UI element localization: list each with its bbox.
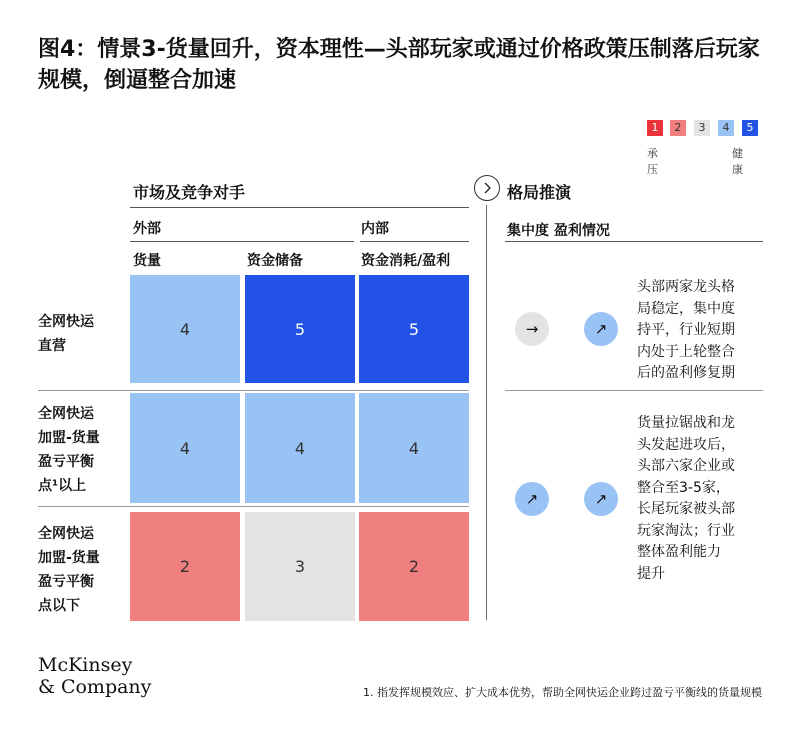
market-heading-rule [130,207,469,208]
row-description: 货量拉锯战和龙 头发起进攻后， 头部六家企业或 整合至3-5家， 长尾玩家被头部 玩家淘汰；行业 整体盈利能力 提升 [637,415,735,582]
score-cell: 4 [245,393,355,503]
legend-item-4: 4 [718,120,734,136]
section-divider [486,205,487,620]
mckinsey-logo [38,654,151,698]
outlook-subheading-rule [505,241,763,242]
concentration-indicator [515,482,549,516]
profit-indicator [584,482,618,516]
group-internal-label: 内部 [361,221,389,237]
concentration-indicator [515,312,549,346]
legend-item-3: 3 [694,120,710,136]
up-right-arrow-icon: ↗ [525,490,539,508]
legend-item-2: 2 [670,120,686,136]
footnote: 1. 指发挥规模效应、扩大成本优势，帮助全网快运企业跨过盈亏平衡线的货量规模 [363,686,762,699]
logo-line-1: McKinsey [38,654,133,676]
row-label-direct: 全网快运 直营 [38,314,94,354]
legend-high-label: 健康 [732,147,743,176]
legend-low-label: 承压 [647,147,658,176]
right-arrow-icon: → [525,320,539,338]
market-heading: 市场及竞争对手 [133,183,246,202]
legend-item-1: 1 [647,120,663,136]
score-cell: 3 [245,512,355,621]
column-header-volume: 货量 [133,253,161,269]
profit-indicator [584,312,618,346]
row-description: 头部两家龙头格 局稳定，集中度 持平，行业短期 内处于上轮整合 后的盈利修复期 [637,279,735,381]
page-title: 图4：情景3-货量回升，资本理性—头部玩家或通过价格政策压制落后玩家规模，倒逼整合加速 [38,37,760,93]
logo-line-2: & Company [38,676,152,698]
up-right-arrow-icon: ↗ [594,490,608,508]
score-cell: 4 [359,393,469,503]
group-internal-rule [360,241,469,242]
row-separator [38,506,469,507]
column-header-reserves: 资金储备 [247,253,303,269]
score-cell: 5 [359,275,469,383]
row-separator [505,390,763,391]
column-header-burn-profit: 资金消耗/盈利 [361,253,451,269]
group-external-rule [130,241,354,242]
score-cell: 2 [130,512,240,621]
score-cell: 5 [245,275,355,383]
up-right-arrow-icon: ↗ [594,320,608,338]
row-separator [38,390,469,391]
outlook-subheading: 集中度 盈利情况 [507,223,610,239]
score-cell: 2 [359,512,469,621]
legend-item-5: 5 [742,120,758,136]
chevron-right-icon [474,175,500,201]
outlook-heading: 格局推演 [507,183,572,202]
row-label-franchise-above-breakeven: 全网快运 加盟-货量 盈亏平衡 点¹以上 [38,406,100,494]
score-cell: 4 [130,275,240,383]
row-label-franchise-below-breakeven: 全网快运 加盟-货量 盈亏平衡 点以下 [38,526,100,614]
group-external-label: 外部 [133,221,161,237]
score-cell: 4 [130,393,240,503]
